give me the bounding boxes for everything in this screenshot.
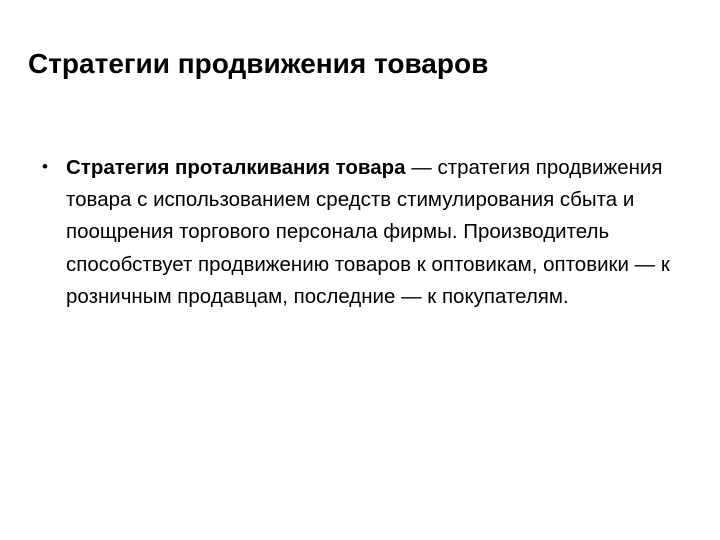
- page-title: Стратегии продвижения товаров: [28, 48, 489, 79]
- bullet-point-icon: •: [42, 157, 48, 176]
- list-item: [30, 152, 695, 313]
- list-item-definition: — стратегия продвижения товара с использованием средств стимулирования сбыта и поощрения торгового персонала фирмы. Производитель способствует продвижению товаров к оптовикам, оптовики — к розничным продавцам, последние — к покупателям.: [66, 156, 670, 308]
- slide-body: [30, 152, 695, 313]
- list-item-text: [66, 156, 670, 308]
- list-item-term: Стратегия проталкивания товара: [66, 156, 406, 179]
